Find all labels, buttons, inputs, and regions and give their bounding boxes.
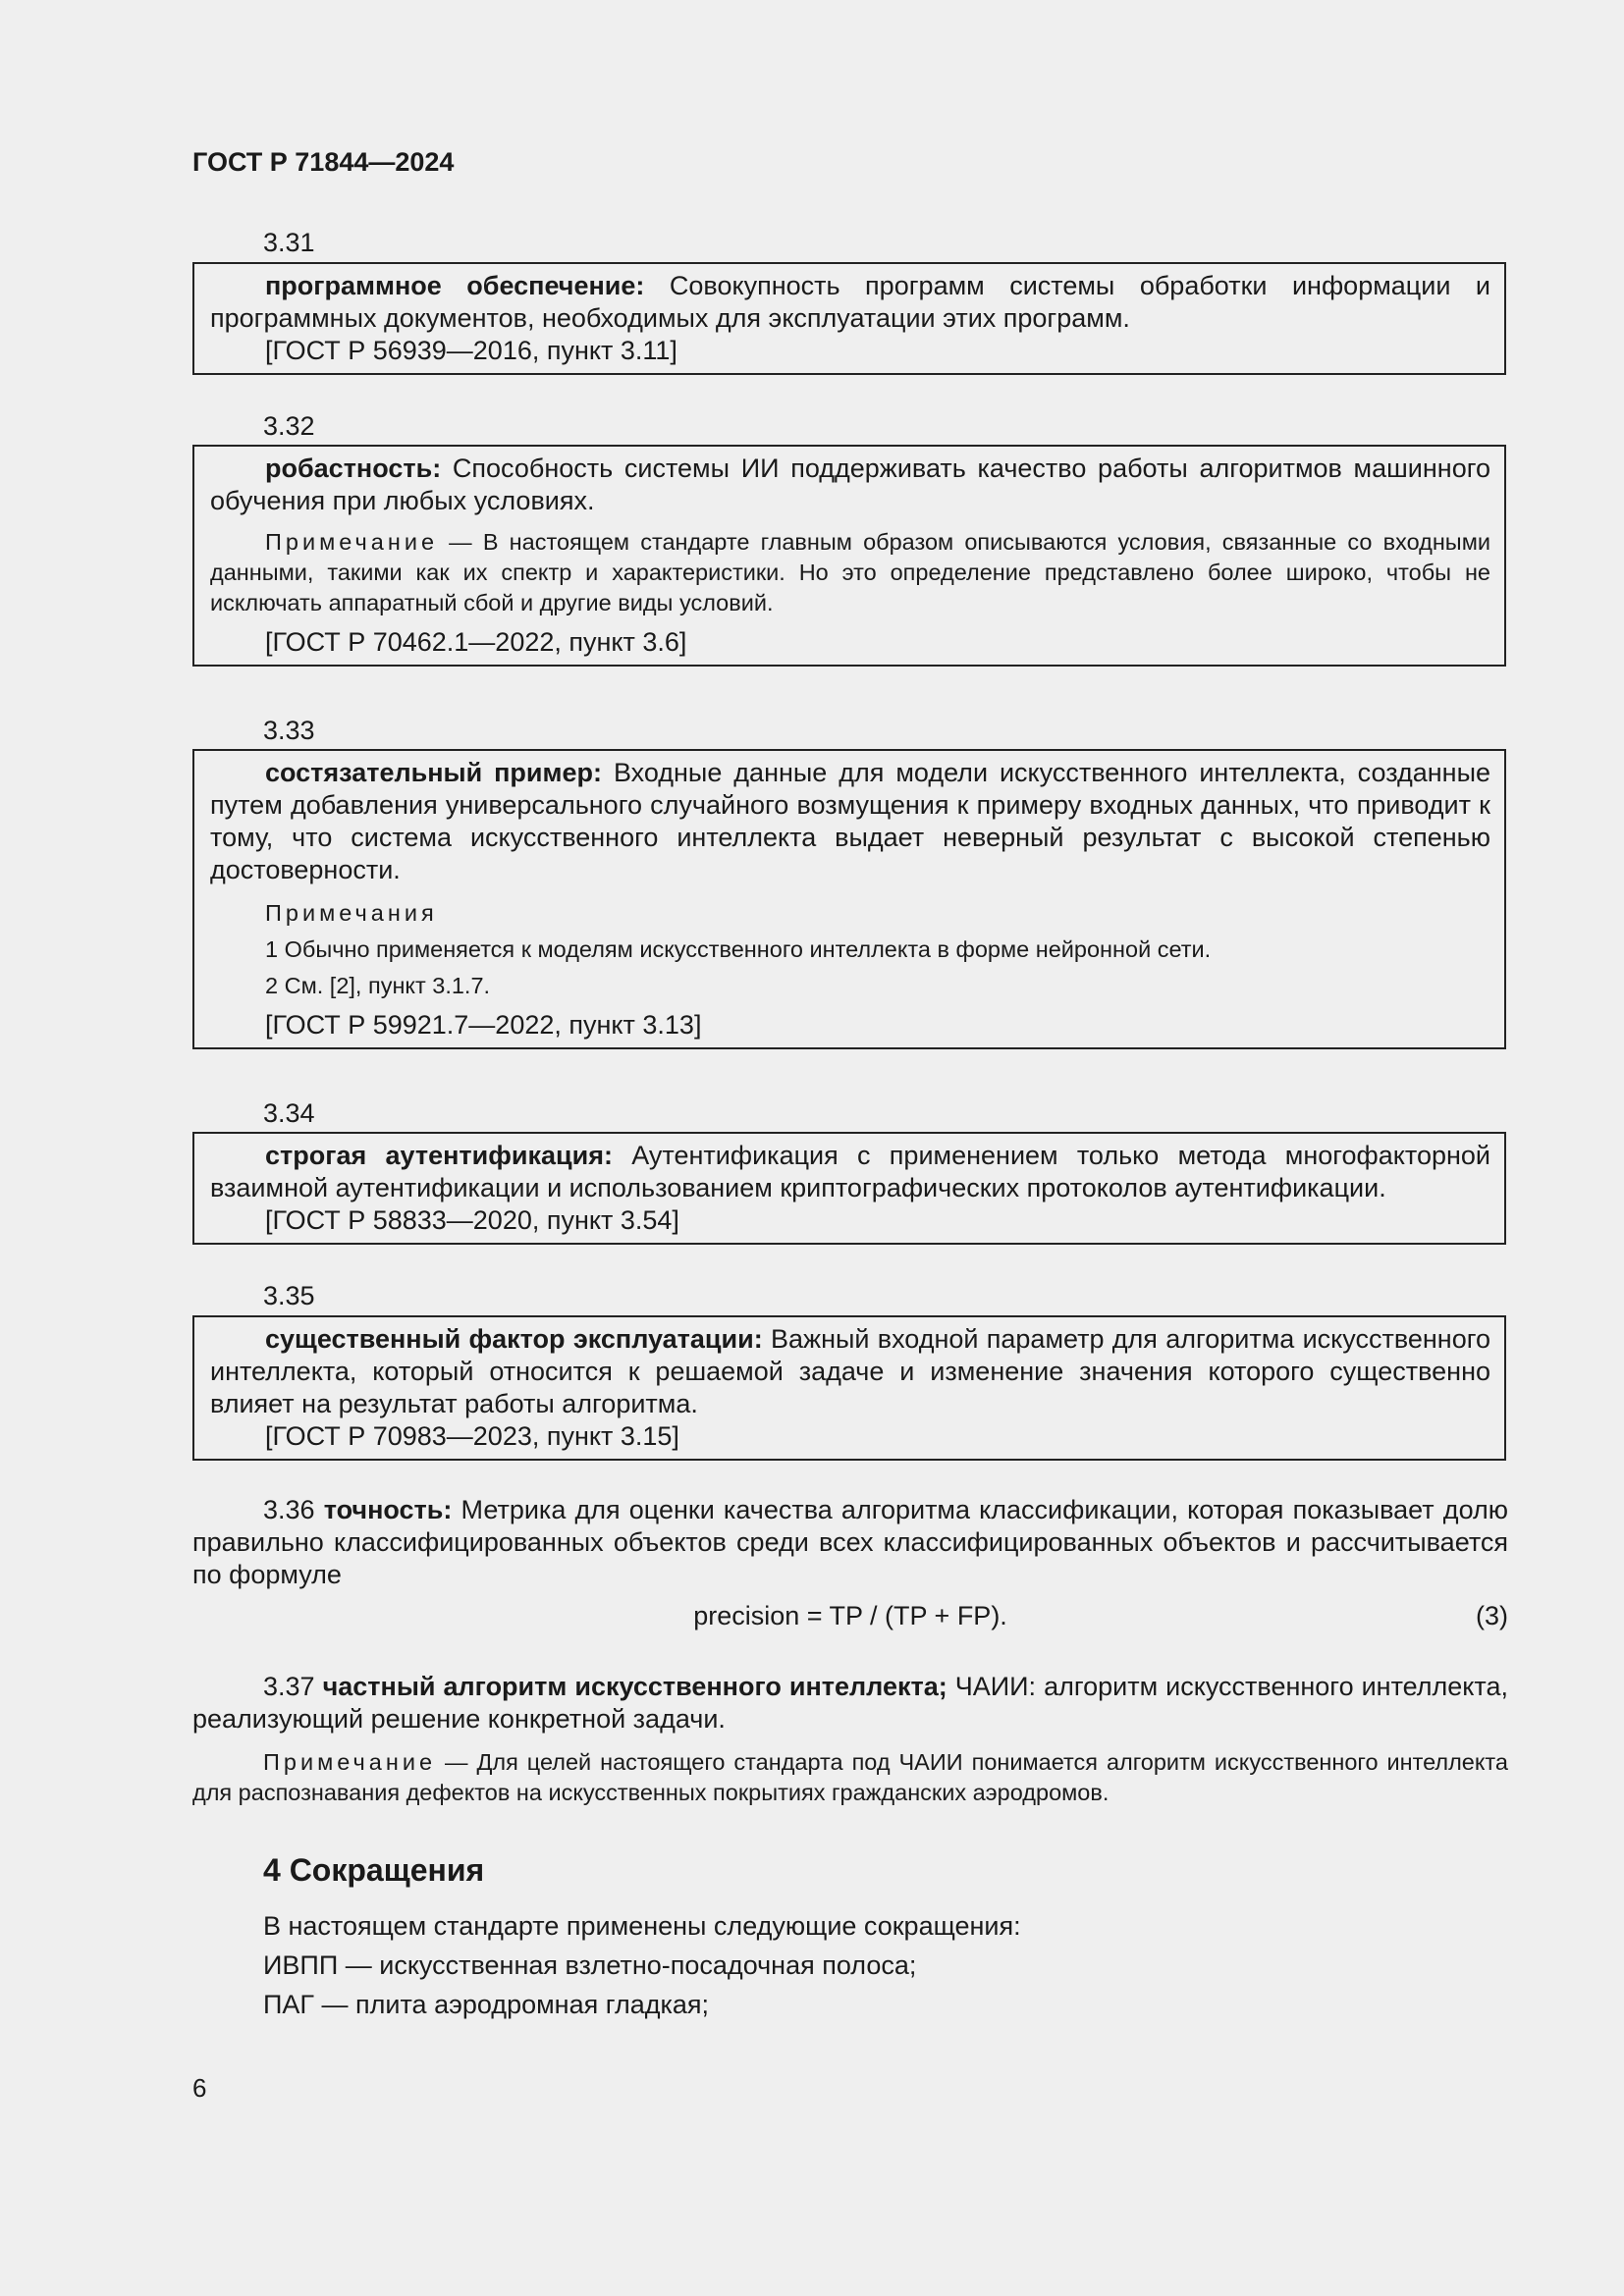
- page-number: 6: [192, 2073, 207, 2103]
- term-3-32-box: [192, 445, 1506, 667]
- term-3-37-note-label: Примечание: [263, 1749, 437, 1775]
- term-3-32-source: [ГОСТ Р 70462.1—2022, пункт 3.6]: [265, 627, 687, 657]
- section-4-intro: В настоящем стандарте применены следующие сокращения:: [263, 1911, 1021, 1941]
- term-3-37-title: частный алгоритм искусственного интеллекта;: [322, 1672, 947, 1701]
- term-3-32-title: робастность:: [265, 454, 442, 483]
- term-3-31-box: [192, 262, 1506, 375]
- abbreviation-item: ИВПП — искусственная взлетно-посадочная полоса;: [263, 1950, 917, 1980]
- term-3-35-text: [210, 1323, 1490, 1420]
- term-3-32-definition: Способность системы ИИ поддерживать качество работы алгоритмов машинного обучения при любых условиях.: [210, 454, 1490, 515]
- formula-number: (3): [1476, 1601, 1508, 1630]
- term-3-36-definition: Метрика для оценки качества алгоритма классификации, которая показывает долю правильно классифицированных объектов среди всех классифицированных объектов и рассчитывается по формуле: [192, 1495, 1508, 1589]
- term-3-37-text: [192, 1671, 1508, 1735]
- document-header: ГОСТ Р 71844—2024: [192, 147, 455, 177]
- term-3-32-note-text: — В настоящем стандарте главным образом описываются условия, связанные со входными данными, такими как их спектр и характеристики. Но это определение представлено более широко, чтобы не исключать аппаратный сбой и другие виды условий.: [210, 529, 1490, 615]
- term-3-37-note-text: — Для целей настоящего стандарта под ЧАИИ понимается алгоритм искусственного интеллекта для распознавания дефектов на искусственных покрытиях гражданских аэродромов.: [192, 1749, 1508, 1805]
- formula-expression: precision = TP / (TP + FP).: [693, 1601, 1007, 1630]
- term-3-35-box: [192, 1315, 1506, 1461]
- term-3-34-number: 3.34: [263, 1098, 315, 1128]
- term-3-33-number: 3.33: [263, 716, 315, 745]
- abbreviation-item: ПАГ — плита аэродромная гладкая;: [263, 1990, 710, 2019]
- term-3-32-text: [210, 453, 1490, 517]
- term-3-34-definition: Аутентификация с применением только метода многофакторной взаимной аутентификации и использованием криптографических протоколов аутентификации.: [210, 1141, 1491, 1202]
- term-3-33-source: [ГОСТ Р 59921.7—2022, пункт 3.13]: [265, 1010, 702, 1040]
- term-3-33-text: [210, 757, 1490, 886]
- term-3-36-text: [192, 1494, 1508, 1591]
- term-3-31-number: 3.31: [263, 228, 315, 257]
- term-3-33-definition: Входные данные для модели искусственного интеллекта, созданные путем добавления универсального случайного возмущения к примеру входных данных, что приводит к тому, что система искусственного интеллекта выдает неверный результат с высокой степенью достоверности.: [210, 758, 1490, 884]
- section-4: [192, 1852, 1508, 2024]
- formula-3: [192, 1599, 1508, 1632]
- term-3-34-box: [192, 1132, 1506, 1245]
- term-3-35-number: 3.35: [263, 1281, 315, 1310]
- term-3-36-number: 3.36: [263, 1495, 315, 1524]
- term-3-37-definition: ЧАИИ: алгоритм искусственного интеллекта, реализующий решение конкретной задачи.: [192, 1672, 1508, 1734]
- term-3-33-notes-label: Примечания: [265, 900, 438, 926]
- term-3-32-note: [210, 527, 1490, 618]
- term-3-34-text: [210, 1140, 1490, 1204]
- term-3-31-definition: Совокупность программ системы обработки информации и программных документов, необходимых для эксплуатации этих программ.: [210, 271, 1490, 333]
- term-3-31-text: [210, 270, 1490, 335]
- term-3-37: [192, 1671, 1508, 1808]
- term-3-37-note: [192, 1747, 1508, 1808]
- term-3-32-number: 3.32: [263, 411, 315, 441]
- term-3-33-title: состязательный пример:: [265, 758, 602, 787]
- term-3-36-title: точность:: [323, 1495, 453, 1524]
- section-4-title: 4 Сокращения: [263, 1852, 485, 1888]
- term-3-31-source: [ГОСТ Р 56939—2016, пункт 3.11]: [265, 336, 677, 365]
- term-3-35-title: существенный фактор эксплуатации:: [265, 1324, 763, 1354]
- term-3-34-title: строгая аутентификация:: [265, 1141, 613, 1170]
- term-3-33-note-1: 1 Обычно применяется к моделям искусственного интеллекта в форме нейронной сети.: [265, 936, 1212, 962]
- term-3-31-title: программное обеспечение:: [265, 271, 645, 300]
- term-3-35-definition: Важный входной параметр для алгоритма искусственного интеллекта, который относится к решаемой задаче и изменение значения которого существенно влияет на результат работы алгоритма.: [210, 1324, 1490, 1418]
- term-3-36: [192, 1494, 1508, 1632]
- term-3-33-note-2: 2 См. [2], пункт 3.1.7.: [265, 973, 491, 998]
- term-3-34-source: [ГОСТ Р 58833—2020, пункт 3.54]: [265, 1205, 679, 1235]
- term-3-32-note-label: Примечание: [265, 529, 439, 555]
- term-3-37-number: 3.37: [263, 1672, 315, 1701]
- term-3-33-box: [192, 749, 1506, 1049]
- term-3-35-source: [ГОСТ Р 70983—2023, пункт 3.15]: [265, 1421, 679, 1451]
